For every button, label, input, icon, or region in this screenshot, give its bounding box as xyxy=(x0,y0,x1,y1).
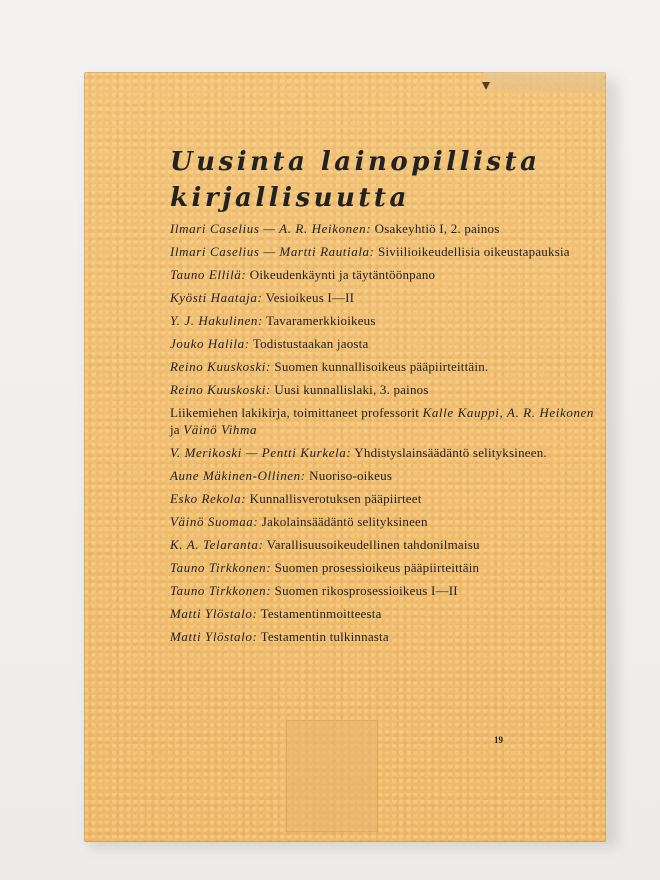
entry-title: Suomen kunnallisoikeus pääpiirteittäin. xyxy=(270,359,489,374)
entry-title: Kunnallisverotuksen pääpiirteet xyxy=(246,491,422,506)
entry-author: Tauno Tirkkonen: xyxy=(170,583,272,598)
entry-title: Uusi kunnallislaki, 3. painos xyxy=(270,382,429,397)
entry-title: Todistustaakan jaosta xyxy=(249,336,369,351)
list-item xyxy=(170,289,598,306)
entry-title: Nuoriso-oikeus xyxy=(305,468,393,483)
list-item xyxy=(170,266,598,283)
entry-title: Liikemiehen lakikirja, toimittaneet professorit xyxy=(170,405,423,420)
entry-author: Aune Mäkinen-Ollinen: xyxy=(170,468,306,483)
entry-author: Väinö Suomaa: xyxy=(170,514,259,529)
entry-author: Ilmari Caselius — A. R. Heikonen: xyxy=(170,221,372,236)
entry-title: Varallisuusoikeudellinen tahdonilmaisu xyxy=(263,537,480,552)
list-item xyxy=(170,444,598,461)
list-item xyxy=(170,312,598,329)
cover-heading-line-1: Uusinta lainopillista xyxy=(170,147,541,177)
entry-title: Suomen rikosprosessioikeus I—II xyxy=(271,583,458,598)
entry-author: Väinö Vihma xyxy=(183,422,258,437)
entry-author: Reino Kuuskoski: xyxy=(170,359,271,374)
list-item xyxy=(170,381,598,398)
torn-corner xyxy=(484,72,604,92)
faded-sticker-patch xyxy=(286,720,378,832)
entry-title: Oikeudenkäynti ja täytäntöönpano xyxy=(246,267,436,282)
entry-author: Matti Ylöstalo: xyxy=(170,629,258,644)
entry-title: Testamentinmoitteesta xyxy=(257,606,382,621)
print-code: 19 xyxy=(494,735,503,745)
entry-author: Tauno Tirkkonen: xyxy=(170,560,272,575)
entry-author: Kyösti Haataja: xyxy=(170,290,263,305)
list-item xyxy=(170,582,598,599)
list-item xyxy=(170,628,598,645)
cover-heading xyxy=(170,144,590,216)
book-back-cover xyxy=(84,72,606,842)
entry-title: Vesioikeus I—II xyxy=(262,290,355,305)
list-item xyxy=(170,358,598,375)
entry-author: Esko Rekola: xyxy=(170,491,247,506)
cover-heading-line-2: kirjallisuutta xyxy=(170,183,410,213)
entry-title: Yhdistyslainsäädäntö selityksineen. xyxy=(351,445,547,460)
entry-title: Siviilioikeudellisia oikeustapauksia xyxy=(374,244,570,259)
entry-author: Tauno Ellilä: xyxy=(170,267,247,282)
list-item xyxy=(170,536,598,553)
list-item xyxy=(170,335,598,352)
list-item xyxy=(170,220,598,237)
entry-author: Matti Ylöstalo: xyxy=(170,606,258,621)
entry-title: Tavaramerkkioikeus xyxy=(262,313,376,328)
entry-title: Osakeyhtiö I, 2. painos xyxy=(371,221,500,236)
entry-author: Ilmari Caselius — Martti Rautiala: xyxy=(170,244,375,259)
list-item xyxy=(170,605,598,622)
list-item xyxy=(170,559,598,576)
entry-title: Jakolainsäädäntö selityksineen xyxy=(258,514,428,529)
entry-title: Suomen prosessioikeus pääpiirteittäin xyxy=(271,560,480,575)
list-item xyxy=(170,467,598,484)
list-item xyxy=(170,243,598,260)
entry-author: Jouko Halila: xyxy=(170,336,250,351)
entry-author: Kalle Kauppi, A. R. Heikonen xyxy=(422,405,595,420)
list-item xyxy=(170,404,598,438)
entry-author: Reino Kuuskoski: xyxy=(170,382,271,397)
list-item xyxy=(170,513,598,530)
list-item xyxy=(170,490,598,507)
entry-author: Y. J. Hakulinen: xyxy=(170,313,263,328)
entry-title: ja xyxy=(170,422,184,437)
book-list xyxy=(170,220,598,651)
entry-author: V. Merikoski — Pentti Kurkela: xyxy=(170,445,352,460)
entry-author: K. A. Telaranta: xyxy=(170,537,264,552)
entry-title: Testamentin tulkinnasta xyxy=(257,629,389,644)
